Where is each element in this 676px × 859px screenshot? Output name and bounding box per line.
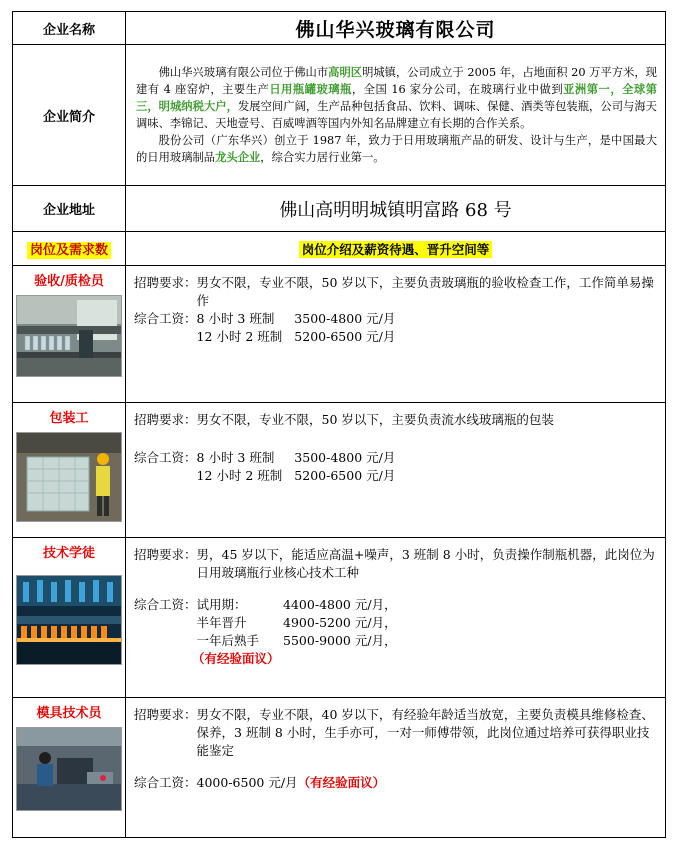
job-detail-apprentice: 招聘要求： 男，45 岁以下，能适应高温+噪声，3 班制 8 小时，负责操作制瓶机器，此岗位为日用玻璃瓶行业核心技术工种 综合工资： 试用期： 4400-4800 元/月， 半年晋升 4900-5200 元/月， 一年后熟手 5500-9000 元/月， （有经验面议） bbox=[126, 538, 666, 698]
job-cell-inspector bbox=[13, 266, 126, 403]
job-detail-packer: 招聘要求： 男女不限，专业不限，50 岁以下，主要负责流水线玻璃瓶的包装 综合工资： 8 小时 3 班制 3500-4800 元/月 12 小时 2 班制 5200-6500 元/月 bbox=[126, 403, 666, 538]
salary-table: 8 小时 3 班制 3500-4800 元/月 12 小时 2 班制 5200-6500 元/月 bbox=[196, 450, 396, 483]
packing-worker-photo bbox=[16, 432, 122, 522]
company-intro-label: 企业简介 bbox=[13, 45, 126, 186]
job-title: 模具技术员 bbox=[36, 706, 102, 721]
mold-workshop-photo bbox=[16, 727, 122, 811]
job-requirements: 男女不限，专业不限，50 岁以下，主要负责流水线玻璃瓶的包装 bbox=[196, 412, 554, 427]
recruitment-table bbox=[12, 11, 666, 838]
company-name: 佛山华兴玻璃有限公司 bbox=[126, 12, 666, 45]
job-detail-inspector: 招聘要求： 男女不限，专业不限，50 岁以下，主要负责玻璃瓶的验收检查工作，工作简单易操作 综合工资： 8 小时 3 班制 3500-4800 元/月 12 小时 2 班制 5200-6500 元/月 bbox=[126, 266, 666, 403]
salary-range: 4000-6500 元/月 bbox=[196, 775, 298, 790]
job-title: 技术学徒 bbox=[42, 546, 95, 561]
job-title: 验收/质检员 bbox=[34, 274, 104, 289]
salary-table: 8 小时 3 班制 3500-4800 元/月 12 小时 2 班制 5200-6500 元/月 bbox=[196, 311, 396, 344]
glass-production-photo bbox=[16, 575, 122, 665]
job-cell-packer bbox=[13, 403, 126, 538]
job-title: 包装工 bbox=[49, 411, 89, 426]
company-name-label: 企业名称 bbox=[13, 12, 126, 45]
job-header-left: 岗位及需求数 bbox=[13, 232, 126, 266]
job-requirements: 男女不限，专业不限，50 岁以下，主要负责玻璃瓶的验收检查工作，工作简单易操作 bbox=[196, 275, 654, 308]
intro-paragraph-2: 股份公司（广东华兴）创立于 1987 年，致力于日用玻璃瓶产品的研发、设计与生产，是中国最大的日用玻璃制品龙头企业，综合实力居行业第一。 bbox=[136, 134, 657, 164]
company-intro bbox=[126, 45, 666, 186]
company-address: 佛山高明明城镇明富路 68 号 bbox=[126, 186, 666, 232]
job-cell-mold-tech bbox=[13, 698, 126, 838]
inspection-line-photo bbox=[16, 295, 122, 377]
job-requirements: 男，45 岁以下，能适应高温+噪声，3 班制 8 小时，负责操作制瓶机器，此岗位为日用玻璃瓶行业核心技术工种 bbox=[196, 547, 655, 580]
job-requirements: 男女不限，专业不限，40 岁以下，有经验年龄适当放宽，主要负责模具维修检查、保养，3 班制 8 小时，生手亦可，一对一师傅带领，此岗位通过培养可获得职业技能鉴定 bbox=[196, 707, 654, 758]
address-label: 企业地址 bbox=[13, 186, 126, 232]
salary-table: 试用期： 4400-4800 元/月， 半年晋升 4900-5200 元/月， 一年后熟手 5500-9000 元/月， bbox=[196, 597, 397, 648]
job-detail-mold-tech: 招聘要求： 男女不限，专业不限，40 岁以下，有经验年龄适当放宽，主要负责模具维修检查、保养，3 班制 8 小时，生手亦可，一对一师傅带领，此岗位通过培养可获得职业技能鉴定 综合工资： 4000-6500 元/月 （有经验面议） bbox=[126, 698, 666, 838]
intro-paragraph-1: 佛山华兴玻璃有限公司位于佛山市高明区明城镇，公司成立于 2005 年，占地面积 20 万平方米，现建有 4 座窑炉，主要生产日用瓶罐玻璃瓶，全国 16 家分公司，在玻璃行业中做到亚洲第一，全球第三，明城纳税大户，发展空间广阔，生产品种包括食品、饮料、调味、保健、酒类等包装瓶，公司与海天调味、李锦记、天地壹号、百威啤酒等国内外知名品牌建立有长期的合作关系。 bbox=[136, 65, 657, 130]
experience-note: （有经验面议） bbox=[297, 775, 386, 790]
job-header-right: 岗位介绍及薪资待遇、晋升空间等 bbox=[126, 232, 666, 266]
experience-note: （有经验面议） bbox=[192, 651, 280, 666]
job-cell-apprentice bbox=[13, 538, 126, 698]
